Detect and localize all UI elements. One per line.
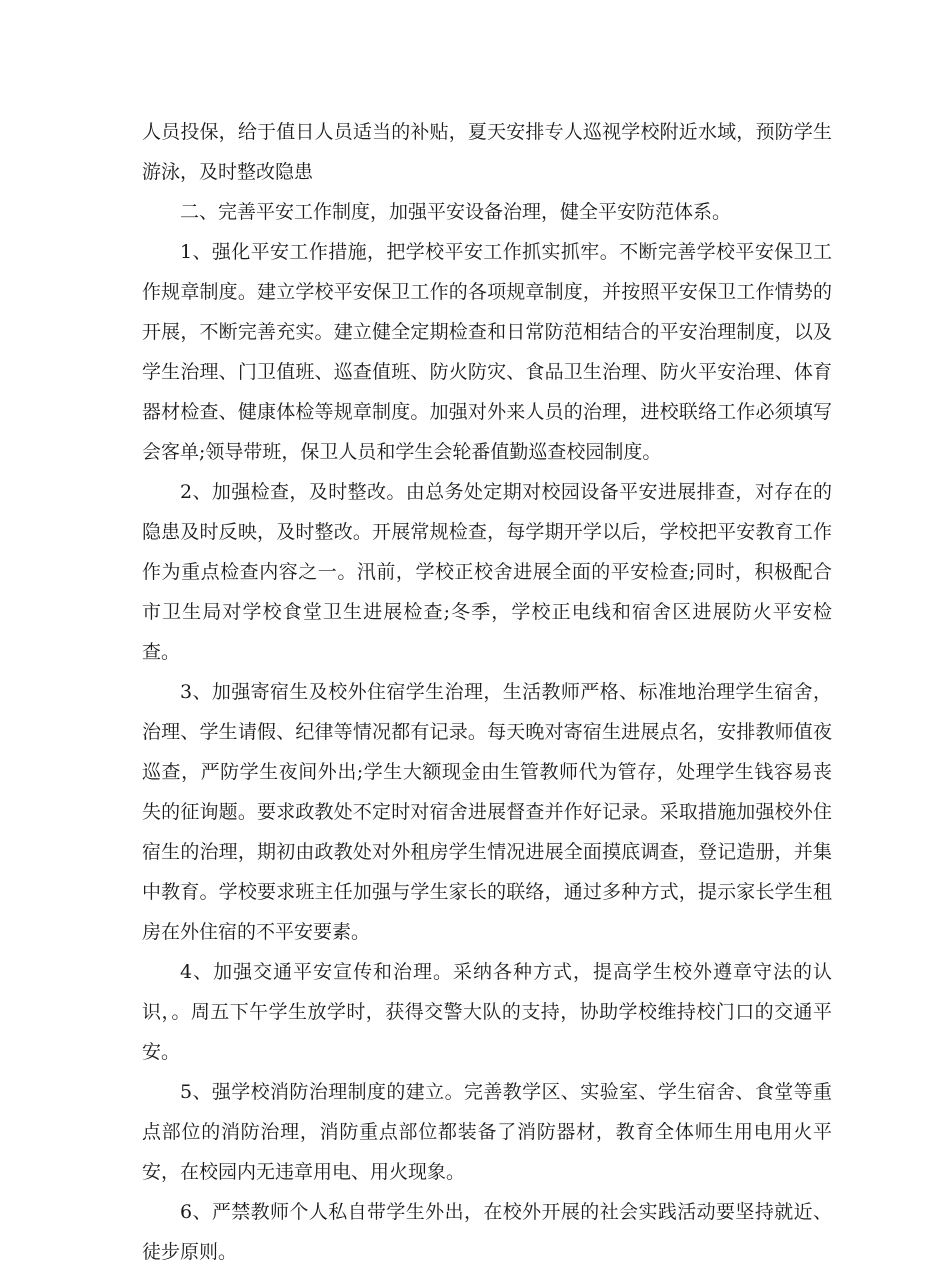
- paragraph-item-5: 5、强学校消防治理制度的建立。完善教学区、实验室、学生宿舍、食堂等重点部位的消防治理，消防重点部位都装备了消防器材，教育全体师生用电用火平安，在校园内无违章用电、用火现象。: [142, 1081, 832, 1183]
- section-heading-2: 二、完善平安工作制度，加强平安设备治理，健全平安防范体系。: [180, 201, 732, 223]
- document-page: [142, 112, 832, 1272]
- paragraph-item-4: 4、加强交通平安宣传和治理。采纳各种方式，提高学生校外遵章守法的认识，。周五下午学生放学时，获得交警大队的支持，协助学校维持校门口的交通平安。: [142, 961, 832, 1063]
- paragraph-item-1: 1、强化平安工作措施，把学校平安工作抓实抓牢。不断完善学校平安保卫工作规章制度。建立学校平安保卫工作的各项规章制度，并按照平安保卫工作情势的开展，不断完善充实。建立健全定期检查和日常防范相结合的平安治理制度，以及学生治理、门卫值班、巡查值班、防火防灾、食品卫生治理、防火平安治理、体育器材检查、健康体检等规章制度。加强对外来人员的治理，进校联络工作必须填写会客单;领导带班，保卫人员和学生会轮番值勤巡查校园制度。: [142, 241, 832, 463]
- paragraph-continuation: 人员投保，给于值日人员适当的补贴，夏天安排专人巡视学校附近水域，预防学生游泳，及时整改隐患: [142, 121, 832, 183]
- paragraph-item-2: 2、加强检查，及时整改。由总务处定期对校园设备平安进展排查，对存在的隐患及时反映，及时整改。开展常规检查，每学期开学以后，学校把平安教育工作作为重点检查内容之一。汛前，学校正校舍进展全面的平安检查;同时，积极配合市卫生局对学校食堂卫生进展检查;冬季，学校正电线和宿舍区进展防火平安检查。: [142, 481, 832, 663]
- paragraph-item-6: 6、严禁教师个人私自带学生外出，在校外开展的社会实践活动要坚持就近、徒步原则。: [142, 1201, 832, 1263]
- paragraph-item-3: 3、加强寄宿生及校外住宿学生治理，生活教师严格、标准地治理学生宿舍，治理、学生请假、纪律等情况都有记录。每天晚对寄宿生进展点名，安排教师值夜巡查，严防学生夜间外出;学生大额现金由生管教师代为管存，处理学生钱容易丧失的征询题。要求政教处不定时对宿舍进展督查并作好记录。采取措施加强校外住宿生的治理，期初由政教处对外租房学生情况进展全面摸底调查，登记造册，并集中教育。学校要求班主任加强与学生家长的联络，通过多种方式，提示家长学生租房在外住宿的不平安要素。: [142, 681, 832, 943]
